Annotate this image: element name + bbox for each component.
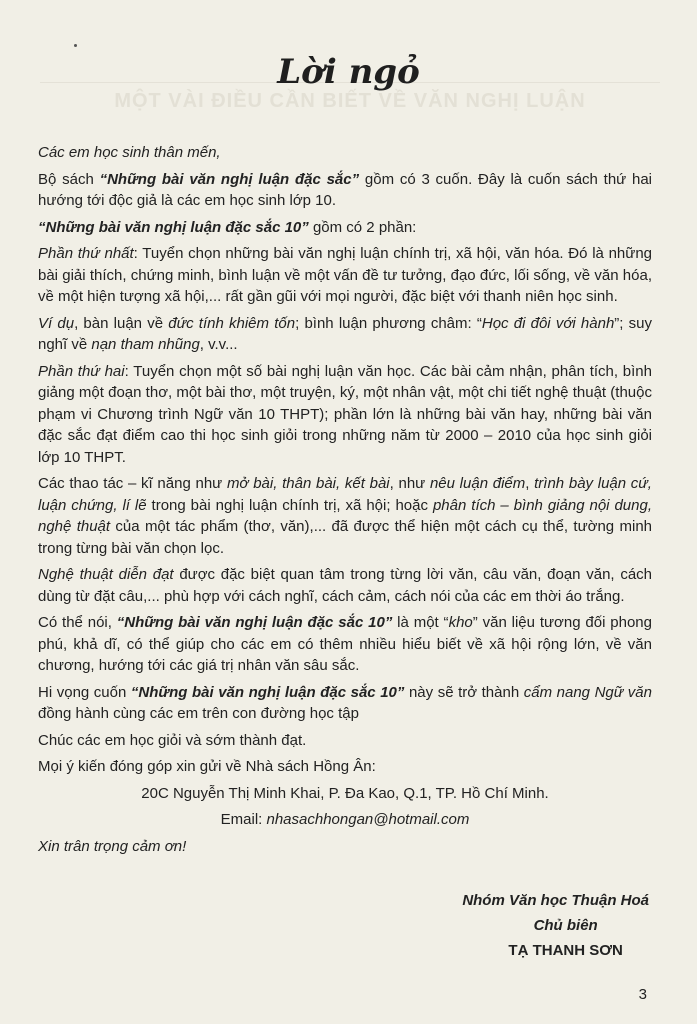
- text-run: phân tích – bình giảng nội dung, nghệ thuật: [38, 496, 652, 535]
- email-line: [38, 809, 652, 831]
- paragraph-part-two: [38, 361, 652, 469]
- paragraph-skills: [38, 473, 652, 559]
- email-address: nhasachhongan@hotmail.com: [266, 811, 470, 828]
- signature-block: [462, 888, 649, 963]
- print-speck: [74, 44, 77, 47]
- text-run: Nghệ thuật diễn đạt: [38, 566, 174, 583]
- text-run: mở bài, thân bài, kết bài: [226, 475, 390, 492]
- paragraph-hope: [38, 682, 652, 725]
- text-run: được đặc biệt quan tâm trong từng lời văn, câu văn, đoạn văn, cách dùng từ đặt câu,... phù hợp với cách nghĩ, cách cảm, cách nói của các em thời áo trắng.: [38, 566, 653, 605]
- page-title: Lời ngỏ: [277, 52, 420, 92]
- page-number: 3: [638, 986, 647, 1003]
- text-run: Phần thứ nhất: [38, 245, 134, 262]
- paragraph-part-one: [38, 243, 652, 308]
- text-run: kho: [448, 614, 473, 631]
- paragraph-example: [38, 313, 652, 356]
- text-run: “Những bài văn nghị luận đặc sắc”: [99, 170, 360, 188]
- text-run: trình bày luận cứ, luận chứng, lí lẽ: [38, 475, 652, 514]
- text-run: nêu luận điểm: [429, 475, 526, 492]
- text-run: Phần thứ hai: [38, 362, 125, 380]
- address: 20C Nguyễn Thị Minh Khai, P. Đa Kao, Q.1, TP. Hồ Chí Minh.: [141, 784, 549, 802]
- text-run: trong bài nghị luận chính trị, xã hội; hoặc: [146, 496, 433, 514]
- text-run: Hi vọng cuốn: [38, 683, 131, 701]
- text-run: , v.v...: [199, 336, 238, 353]
- text-run: ”; suy nghĩ về: [38, 314, 652, 353]
- text-run: “Những bài văn nghị luận đặc sắc 10”: [38, 218, 309, 236]
- text-run: ” văn liệu tương đối phong phú, khả dĩ, có thể giúp cho các em có thêm nhiều hiểu biết về xã hội rộng lớn, về văn chương, hướng tới các giá trị nhân văn sâu sắc.: [38, 614, 652, 674]
- text-run: đức tính khiêm tốn: [168, 314, 296, 332]
- sign-name: TẠ THANH SƠN: [508, 942, 623, 959]
- text-run: nạn tham nhũng: [91, 336, 200, 353]
- text-run: cẩm nang Ngữ văn: [523, 683, 652, 701]
- text-run: đồng hành cùng các em trên con đường học tập: [38, 705, 359, 722]
- email-label: Email:: [220, 811, 267, 828]
- bleed-through-heading: MỘT VÀI ĐIỀU CẦN BIẾT VỀ VĂN NGHỊ LUẬN: [114, 90, 586, 112]
- text-run: : Tuyển chọn một số bài nghị luận văn học. Các bài cảm nhận, phân tích, bình giảng một đoạn thơ, một bài thơ, một truyện, ký, một nhân vật, một chi tiết nghệ thuật (thuộc phạm vi Chương trình Ngữ văn 10 THPT); phần lớn là những bài văn hay, những bài văn đặc sắc đạt điểm cao thi học sinh giỏi trong những năm từ 2000 – 2010 của học sinh giỏi lớp 10 THPT.: [38, 362, 652, 466]
- text-run: “Những bài văn nghị luận đặc sắc 10”: [116, 614, 393, 631]
- text-run: Học đi đôi với hành: [481, 314, 615, 332]
- salutation: Các em học sinh thân mến,: [38, 144, 221, 161]
- letter-body: [38, 142, 652, 857]
- text-run: Các thao tác – kĩ năng như: [38, 475, 227, 492]
- paragraph-intro: [38, 169, 652, 212]
- text-run: , bàn luận về: [74, 314, 169, 332]
- text-run: của một tác phẩm (thơ, văn),... đã được thể hiện một cách cụ thể, tường minh trong từng bài văn chọn lọc.: [38, 518, 652, 557]
- paragraph-expression: [38, 564, 652, 607]
- text-run: ; bình luận phương châm: “: [295, 314, 482, 332]
- thanks: Xin trân trọng cảm ơn!: [38, 837, 187, 855]
- sign-role: Chủ biên: [533, 917, 598, 934]
- paragraph-parts: [38, 217, 652, 239]
- text-run: này sẽ trở thành: [404, 683, 524, 701]
- text-run: ,: [525, 475, 535, 492]
- paragraph-summary: [38, 612, 652, 677]
- text-run: : Tuyển chọn những bài văn nghị luận chính trị, xã hội, văn hóa. Đó là những bài giải thích, chứng minh, bình luận về một vấn đề tư tưởng, đạo đức, lối sống, về văn hóa, về một hiện tượng xã hội,... rất gần gũi với mọi người, đặc biệt với thanh niên học sinh.: [38, 245, 652, 305]
- text-run: Có thể nói,: [38, 614, 117, 631]
- sign-group: Nhóm Văn học Thuận Hoá: [462, 892, 649, 909]
- text-run: “Những bài văn nghị luận đặc sắc 10”: [130, 683, 405, 701]
- text-run: là một “: [392, 614, 449, 631]
- text-run: gồm có 2 phần:: [308, 218, 417, 236]
- text-run: , như: [389, 475, 430, 492]
- paragraph-feedback: Mọi ý kiến đóng góp xin gửi về Nhà sách Hồng Ân:: [38, 758, 376, 775]
- text-run: gồm có 3 cuốn. Đây là cuốn sách thứ hai hướng tới độc giả là các em học sinh lớp 10.: [38, 170, 652, 209]
- text-run: Bộ sách: [38, 170, 100, 188]
- text-run: Ví dụ: [38, 314, 75, 332]
- paragraph-wish: Chúc các em học giỏi và sớm thành đạt.: [38, 731, 307, 749]
